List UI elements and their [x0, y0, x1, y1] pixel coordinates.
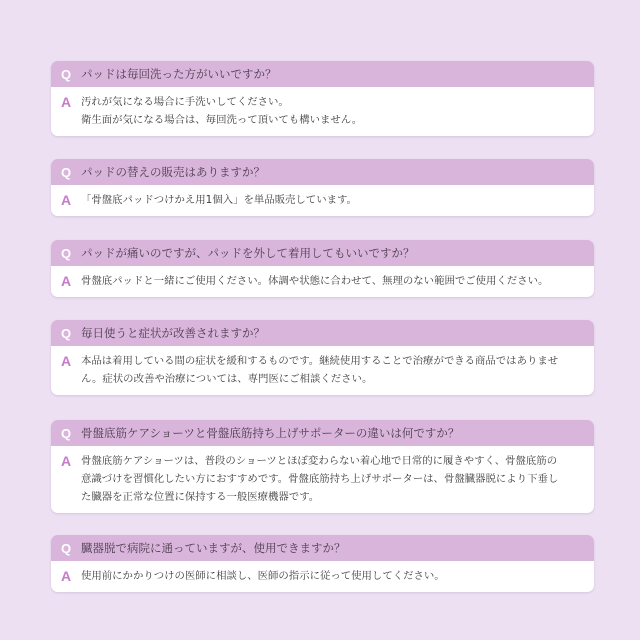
faq-item	[51, 240, 594, 297]
answer-mark: A	[60, 192, 72, 208]
faq-item	[51, 320, 594, 395]
answer-mark: A	[60, 353, 72, 369]
faq-answer	[51, 446, 594, 513]
question-mark: Q	[60, 325, 72, 341]
faq-question-bar[interactable]	[51, 61, 594, 87]
faq-answer-text	[81, 352, 568, 388]
faq-item	[51, 61, 594, 136]
faq-answer-text	[81, 191, 367, 209]
answer-mark: A	[60, 453, 72, 469]
faq-question-bar[interactable]	[51, 159, 594, 185]
faq-question-text: 毎日使うと症状が改善されますか？	[81, 326, 265, 340]
question-mark: Q	[60, 66, 72, 82]
answer-line: 使用前にかかりつけの医師に相談し、医師の指示に従って使用してください。	[81, 570, 445, 582]
faq-question-bar[interactable]	[51, 535, 594, 561]
faq-answer	[51, 561, 594, 592]
faq-question-text: 臓器脱で病院に通っていますが、使用できますか？	[81, 541, 346, 555]
answer-mark: A	[60, 568, 72, 584]
answer-line: 衛生面が気になる場合は、毎回洗って頂いても構いません。	[81, 114, 363, 126]
faq-item	[51, 420, 594, 513]
faq-item	[51, 535, 594, 592]
answer-mark: A	[60, 273, 72, 289]
faq-question-text: パッドの替えの販売はありますか？	[81, 165, 265, 179]
faq-answer-text	[81, 452, 568, 506]
faq-question-bar[interactable]	[51, 240, 594, 266]
question-mark: Q	[60, 540, 72, 556]
faq-question-text: 骨盤底筋ケアショーツと骨盤底筋持ち上げサポーターの違いは何ですか？	[81, 426, 460, 440]
answer-line: 汚れが気になる場合に手洗いしてください。	[81, 96, 289, 108]
faq-answer-text	[81, 272, 558, 290]
faq-answer-text	[81, 93, 372, 129]
faq-answer	[51, 185, 594, 216]
faq-answer-text	[81, 567, 455, 585]
answer-line: ん。症状の改善や治療については、専門医にご相談ください。	[81, 373, 373, 385]
faq-answer	[51, 87, 594, 136]
answer-line: 「骨盤底パッドつけかえ用1個入」を単品販売しています。	[81, 194, 357, 206]
faq-item	[51, 159, 594, 216]
question-mark: Q	[60, 245, 72, 261]
question-mark: Q	[60, 425, 72, 441]
answer-mark: A	[60, 94, 72, 110]
faq-question-bar[interactable]	[51, 420, 594, 446]
answer-line: 骨盤底パッドと一緒にご使用ください。体調や状態に合わせて、無理のない範囲でご使用ください。	[81, 275, 549, 287]
answer-line: 骨盤底筋ケアショーツは、普段のショーツとほぼ変わらない着心地で日常的に履きやすく、骨盤底筋の	[81, 455, 558, 467]
answer-line: 本品は着用している間の症状を緩和するものです。継続使用することで治療ができる商品ではありませ	[81, 355, 559, 367]
faq-question-text: パッドは毎回洗った方がいいですか？	[81, 67, 277, 81]
faq-question-bar[interactable]	[51, 320, 594, 346]
faq-answer	[51, 346, 594, 395]
answer-line: 意識づけを習慣化したい方におすすめです。骨盤底筋持ち上げサポーターは、骨盤臓器脱により下垂し	[81, 473, 559, 485]
answer-line: た臓器を正常な位置に保持する一般医療機器です。	[81, 491, 320, 503]
question-mark: Q	[60, 164, 72, 180]
faq-answer	[51, 266, 594, 297]
faq-question-text: パッドが痛いのですが、パッドを外して着用してもいいですか？	[81, 246, 415, 260]
